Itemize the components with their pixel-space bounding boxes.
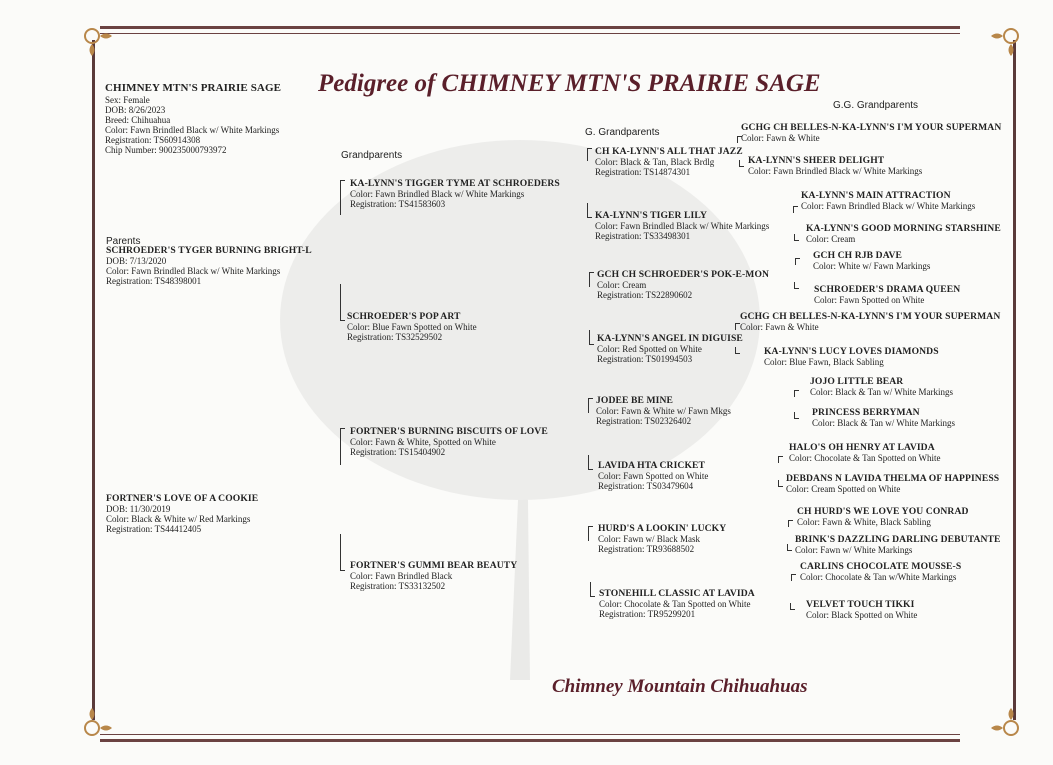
grandparent-registration: Registration: TS15404902 [350, 447, 446, 457]
subject-color: Color: Fawn Brindled Black w/ White Markings [105, 125, 280, 135]
g-grandparent-name: JODEE BE MINE [596, 395, 673, 406]
g-grandparent [597, 334, 743, 364]
bottom-border [100, 734, 960, 742]
gg-grandparent [786, 474, 999, 494]
g-grandparent-registration: Registration: TR95299201 [599, 609, 696, 619]
grandparent-color: Color: Blue Fawn Spotted on White [347, 322, 477, 332]
g-grandparent-color: Color: Black & Tan, Black Brdlg [595, 157, 715, 167]
sire-registration: Registration: TS48398001 [106, 276, 202, 286]
grandparent [347, 312, 477, 342]
gg-grandparent [795, 535, 1001, 555]
bracket [340, 428, 345, 465]
g-grandparent-name: HURD'S A LOOKIN' LUCKY [598, 523, 727, 534]
subject-registration: Registration: TS60914308 [105, 135, 201, 145]
g-grandparent-registration: Registration: TR93688502 [598, 544, 695, 554]
dam [106, 494, 258, 534]
bracket [793, 206, 798, 213]
g-grandparent-color: Color: Chocolate & Tan Spotted on White [599, 599, 751, 609]
bracket [794, 390, 799, 397]
gg-grandparent [814, 285, 960, 305]
corner-ornament-top-left [80, 24, 120, 64]
grandparent-color: Color: Fawn Brindled Black [350, 571, 453, 581]
bracket [787, 544, 792, 551]
gg-grandparent-color: Color: Chocolate & Tan Spotted on White [789, 453, 941, 463]
g-grandparent-name: KA-LYNN'S TIGER LILY [595, 210, 708, 221]
bracket [340, 284, 345, 321]
gg-grandparent-name: KA-LYNN'S GOOD MORNING STARSHINE [806, 223, 1001, 234]
grandparent [350, 427, 548, 457]
gg-grandparent-name: SCHROEDER'S DRAMA QUEEN [814, 284, 961, 295]
subject-sex: Sex: Female [105, 95, 150, 105]
bracket [795, 258, 800, 265]
bracket [588, 398, 593, 413]
gg-grandparent-name: GCHG CH BELLES-N-KA-LYNN'S I'M YOUR SUPERMAN [741, 122, 1002, 133]
gg-grandparent-color: Color: Fawn Brindled Black w/ White Markings [801, 201, 976, 211]
bracket [589, 330, 594, 345]
kennel-name: Chimney Mountain Chihuahuas [552, 676, 808, 697]
gg-grandparent-color: Color: Fawn w/ White Markings [795, 545, 913, 555]
gg-grandparent [789, 443, 941, 463]
grandparent-registration: Registration: TS32529502 [347, 332, 443, 342]
gg-grandparent-name: VELVET TOUCH TIKKI [806, 599, 915, 610]
header-g-grandparents: G. Grandparents [585, 127, 660, 138]
subject-dog [105, 82, 281, 155]
bracket [587, 148, 592, 161]
bracket [588, 526, 593, 541]
gg-grandparent [800, 562, 961, 582]
bracket [790, 603, 795, 610]
grandparent-name: FORTNER'S GUMMI BEAR BEAUTY [350, 560, 518, 571]
gg-grandparent-color: Color: Cream [806, 234, 856, 244]
grandparent-registration: Registration: TS33132502 [350, 581, 446, 591]
bracket [778, 480, 783, 487]
gg-grandparent [797, 507, 969, 527]
bracket [794, 282, 799, 289]
g-grandparent-name: LAVIDA HTA CRICKET [598, 460, 706, 471]
dam-name: FORTNER'S LOVE OF A COOKIE [106, 493, 259, 504]
gg-grandparent-color: Color: Chocolate & Tan w/White Markings [800, 572, 957, 582]
bracket [587, 203, 592, 218]
bracket [778, 456, 783, 463]
g-grandparent-color: Color: Fawn & White w/ Fawn Mkgs [596, 406, 731, 416]
gg-grandparent-color: Color: Black Spotted on White [806, 610, 918, 620]
gg-grandparent [801, 191, 975, 211]
gg-grandparent-name: CARLINS CHOCOLATE MOUSSE-S [800, 561, 962, 572]
corner-ornament-top-right [983, 24, 1023, 64]
gg-grandparent-name: KA-LYNN'S LUCY LOVES DIAMONDS [764, 346, 939, 357]
gg-grandparent-name: HALO'S OH HENRY AT LAVIDA [789, 442, 935, 453]
subject-name: CHIMNEY MTN'S PRAIRIE SAGE [105, 82, 282, 94]
gg-grandparent-name: GCHG CH BELLES-N-KA-LYNN'S I'M YOUR SUPERMAN [740, 311, 1001, 322]
dam-dob: DOB: 11/30/2019 [106, 504, 171, 514]
gg-grandparent-name: GCH CH RJB DAVE [813, 250, 903, 261]
sire-name: SCHROEDER'S TYGER BURNING BRIGHT-L [106, 245, 312, 256]
sire-dob: DOB: 7/13/2020 [106, 256, 167, 266]
g-grandparent-color: Color: Red Spotted on White [597, 344, 702, 354]
gg-grandparent [812, 408, 955, 428]
g-grandparent [595, 147, 743, 177]
gg-grandparent [813, 251, 930, 271]
gg-grandparent [806, 600, 917, 620]
subject-dob: DOB: 8/26/2023 [105, 105, 166, 115]
corner-ornament-bottom-right [983, 700, 1023, 740]
g-grandparent [598, 461, 708, 491]
g-grandparent-registration: Registration: TS01994503 [597, 354, 693, 364]
bracket [791, 574, 796, 581]
header-gg-grandparents: G.G. Grandparents [833, 100, 919, 111]
gg-grandparent-color: Color: Fawn & White [741, 133, 820, 143]
gg-grandparent-name: KA-LYNN'S SHEER DELIGHT [748, 155, 885, 166]
dam-color: Color: Black & White w/ Red Markings [106, 514, 251, 524]
g-grandparent-color: Color: Cream [597, 280, 647, 290]
g-grandparent [598, 524, 726, 554]
corner-ornament-bottom-left [80, 700, 120, 740]
bracket [794, 234, 799, 241]
gg-grandparent-color: Color: Fawn & White, Black Sabling [797, 517, 931, 527]
g-grandparent-name: STONEHILL CLASSIC AT LAVIDA [599, 588, 755, 599]
g-grandparent [595, 211, 769, 241]
g-grandparent-registration: Registration: TS33498301 [595, 231, 691, 241]
gg-grandparent [806, 224, 1001, 244]
gg-grandparent-name: DEBDANS N LAVIDA THELMA OF HAPPINESS [786, 473, 1000, 484]
page-title: Pedigree of CHIMNEY MTN'S PRAIRIE SAGE [318, 70, 821, 97]
gg-grandparent [741, 123, 1001, 143]
grandparent-color: Color: Fawn & White, Spotted on White [350, 437, 496, 447]
grandparent-color: Color: Fawn Brindled Black w/ White Markings [350, 189, 525, 199]
gg-grandparent-name: JOJO LITTLE BEAR [810, 376, 904, 387]
left-border [92, 40, 95, 720]
gg-grandparent-name: PRINCESS BERRYMAN [812, 407, 920, 418]
gg-grandparent-color: Color: Fawn Spotted on White [814, 295, 925, 305]
g-grandparent [597, 270, 769, 300]
subject-chip: Chip Number: 900235000793972 [105, 145, 227, 155]
grandparent [350, 561, 517, 591]
grandparent-name: SCHROEDER'S POP ART [347, 311, 461, 322]
gg-grandparent [810, 377, 953, 397]
g-grandparent-registration: Registration: TS22890602 [597, 290, 693, 300]
dam-registration: Registration: TS44412405 [106, 524, 202, 534]
g-grandparent-name: CH KA-LYNN'S ALL THAT JAZZ [595, 146, 743, 157]
gg-grandparent-color: Color: Black & Tan w/ White Markings [810, 387, 954, 397]
gg-grandparent-name: KA-LYNN'S MAIN ATTRACTION [801, 190, 951, 201]
g-grandparent [596, 396, 731, 426]
gg-grandparent-color: Color: Fawn & White [740, 322, 819, 332]
gg-grandparent [748, 156, 922, 176]
bracket [589, 272, 594, 287]
right-border [1013, 40, 1016, 720]
gg-grandparent-color: Color: Cream Spotted on White [786, 484, 901, 494]
gg-grandparent-color: Color: White w/ Fawn Markings [813, 261, 931, 271]
g-grandparent-registration: Registration: TS03479604 [598, 481, 694, 491]
grandparent-name: KA-LYNN'S TIGGER TYME AT SCHROEDERS [350, 178, 560, 189]
bracket [340, 180, 345, 215]
grandparent [350, 179, 560, 209]
g-grandparent-color: Color: Fawn w/ Black Mask [598, 534, 700, 544]
g-grandparent-color: Color: Fawn Brindled Black w/ White Markings [595, 221, 770, 231]
grandparent-registration: Registration: TS41583603 [350, 199, 446, 209]
gg-grandparent-name: BRINK'S DAZZLING DARLING DEBUTANTE [795, 534, 1001, 545]
gg-grandparent-name: CH HURD'S WE LOVE YOU CONRAD [797, 506, 969, 517]
top-border [100, 26, 960, 34]
gg-grandparent [740, 312, 1000, 332]
header-parents: Parents [106, 236, 141, 247]
gg-grandparent-color: Color: Black & Tan w/ White Markings [812, 418, 956, 428]
g-grandparent-name: GCH CH SCHROEDER'S POK-E-MON [597, 269, 770, 280]
bracket [588, 455, 593, 470]
g-grandparent-registration: Registration: TS02326402 [596, 416, 692, 426]
bracket [788, 520, 793, 527]
g-grandparent-registration: Registration: TS14874301 [595, 167, 691, 177]
header-grandparents: Grandparents [341, 150, 403, 161]
sire [106, 246, 312, 286]
bracket [739, 160, 744, 167]
subject-breed: Breed: Chihuahua [105, 115, 171, 125]
bracket [340, 534, 345, 571]
g-grandparent-name: KA-LYNN'S ANGEL IN DIGUISE [597, 333, 743, 344]
g-grandparent [599, 589, 755, 619]
grandparent-name: FORTNER'S BURNING BISCUITS OF LOVE [350, 426, 548, 437]
bracket [735, 347, 740, 354]
gg-grandparent [764, 347, 939, 367]
g-grandparent-color: Color: Fawn Spotted on White [598, 471, 709, 481]
bracket [590, 582, 595, 597]
gg-grandparent-color: Color: Fawn Brindled Black w/ White Markings [748, 166, 923, 176]
sire-color: Color: Fawn Brindled Black w/ White Markings [106, 266, 281, 276]
bracket [794, 412, 799, 419]
gg-grandparent-color: Color: Blue Fawn, Black Sabling [764, 357, 884, 367]
